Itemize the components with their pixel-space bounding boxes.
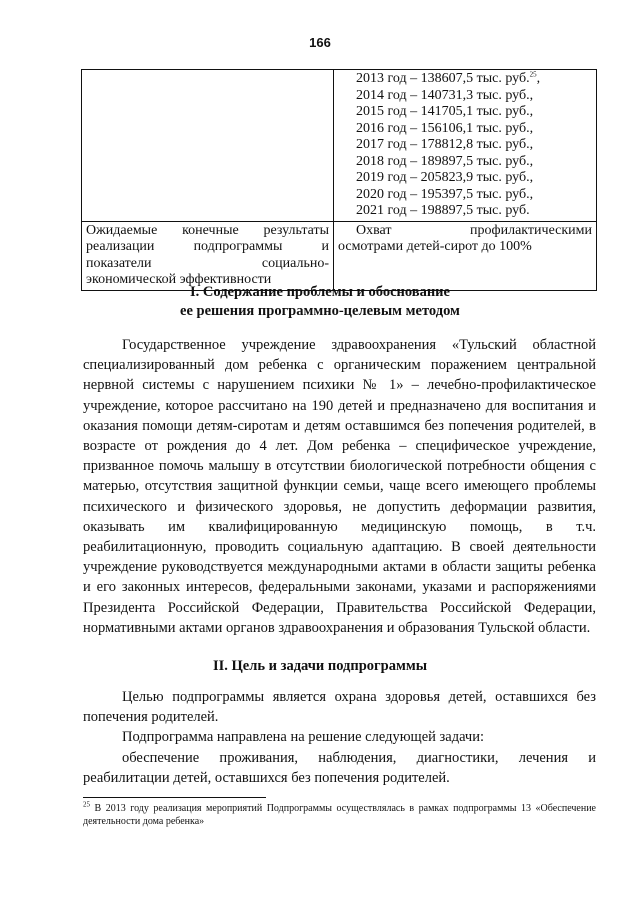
- results-value-cell: [334, 221, 597, 290]
- page-number: 166: [309, 35, 331, 50]
- section-1-paragraph: Государственное учреждение здравоохранения «Тульский областной специализированный дом ребенка с органическим поражением центральной нервной системы с нарушением психики № 1» – лечебно-профилактическое учреждение, которое рассчитано на 190 детей и предназначено для воспитания и оказания помощи детям-сиротам и детям оставшимся без попечения родителей, в возрасте от рождения до 4 лет. Дом ребенка – специфическое учреждение, призванное помочь малышу в отсутствии биологической потребности общения с матерью, отсутствия защитной функции семьи, чаще всего имеющего проблемы психического и физического здоровья, не допустить деформации развития, оказывать им квалифицированную медицинскую помощь, в т.ч. реабилитационную, проводить социальную адаптацию. В своей деятельности учреждение руководствуется международными актами в области защиты ребенка и его законных интересов, федеральными законами, указами и распоряжениями Президента Российской Федерации, Правительства Российской Федерации, нормативными актами органов здравоохранения и образования Тульской области.: [83, 337, 596, 636]
- funding-value-cell: [334, 70, 597, 222]
- results-label-line: показатели социально-: [86, 255, 329, 271]
- section-2-paragraph: обеспечение проживания, наблюдения, диагностики, лечения и реабилитации детей, оставшихся без попечения родителей.: [83, 749, 596, 786]
- results-value-line: Охват профилактическими: [356, 222, 592, 238]
- funding-line-2018: 2018 год – 189897,5 тыс. руб.,: [356, 153, 534, 169]
- results-label-line: реализации подпрограммы и: [86, 239, 329, 254]
- funding-line-2015: 2015 год – 141705,1 тыс. руб.,: [356, 104, 534, 119]
- funding-line-2016: 2016 год – 156106,1 тыс. руб.,: [356, 120, 534, 136]
- results-label-cell: [82, 221, 334, 290]
- section-2-paragraph: Целью подпрограммы является охрана здоровья детей, оставшихся без попечения родителей.: [83, 689, 596, 726]
- section-2-title: II. Цель и задачи подпрограммы: [212, 658, 428, 674]
- section-1-body: [83, 335, 596, 638]
- footnote-divider: [83, 797, 266, 798]
- subprogram-summary-table: [81, 69, 597, 291]
- table-row-funding: [82, 70, 597, 222]
- funding-line-2020: 2020 год – 195397,5 тыс. руб.,: [356, 186, 534, 202]
- funding-line-2014: 2014 год – 140731,3 тыс. руб.,: [356, 87, 534, 103]
- footnote-text: В 2013 году реализация мероприятий Подпрограммы осуществлялась в рамках подпрограммы 13 «Обеспечение деятельности дома ребенка»: [83, 803, 596, 827]
- results-label-line: Ожидаемые конечные результаты: [86, 222, 329, 238]
- results-value-line: осмотрами детей-сирот до 100%: [338, 239, 532, 254]
- funding-line-2019: 2019 год – 205823,9 тыс. руб.,: [356, 170, 534, 185]
- funding-label-cell: [82, 70, 334, 222]
- table-row-results: [82, 221, 597, 290]
- section-2-body: [83, 687, 596, 788]
- results-label-line: экономической эффективности: [86, 272, 272, 287]
- section-1-title: I. Содержание проблемы и обоснование ее решения программно-целевым методом: [180, 284, 460, 319]
- footnote: [83, 802, 596, 828]
- footnote-marker: 25: [529, 70, 537, 79]
- funding-line-2017: 2017 год – 178812,8 тыс. руб.,: [356, 137, 534, 152]
- funding-line-2021: 2021 год – 198897,5 тыс. руб.: [356, 203, 530, 218]
- footnote-number: 25: [83, 800, 90, 809]
- funding-line-2013: 2013 год – 138607,5 тыс. руб.$^{25}$,: [356, 70, 541, 86]
- section-2-paragraph: Подпрограмма направлена на решение следующей задачи:: [122, 729, 485, 746]
